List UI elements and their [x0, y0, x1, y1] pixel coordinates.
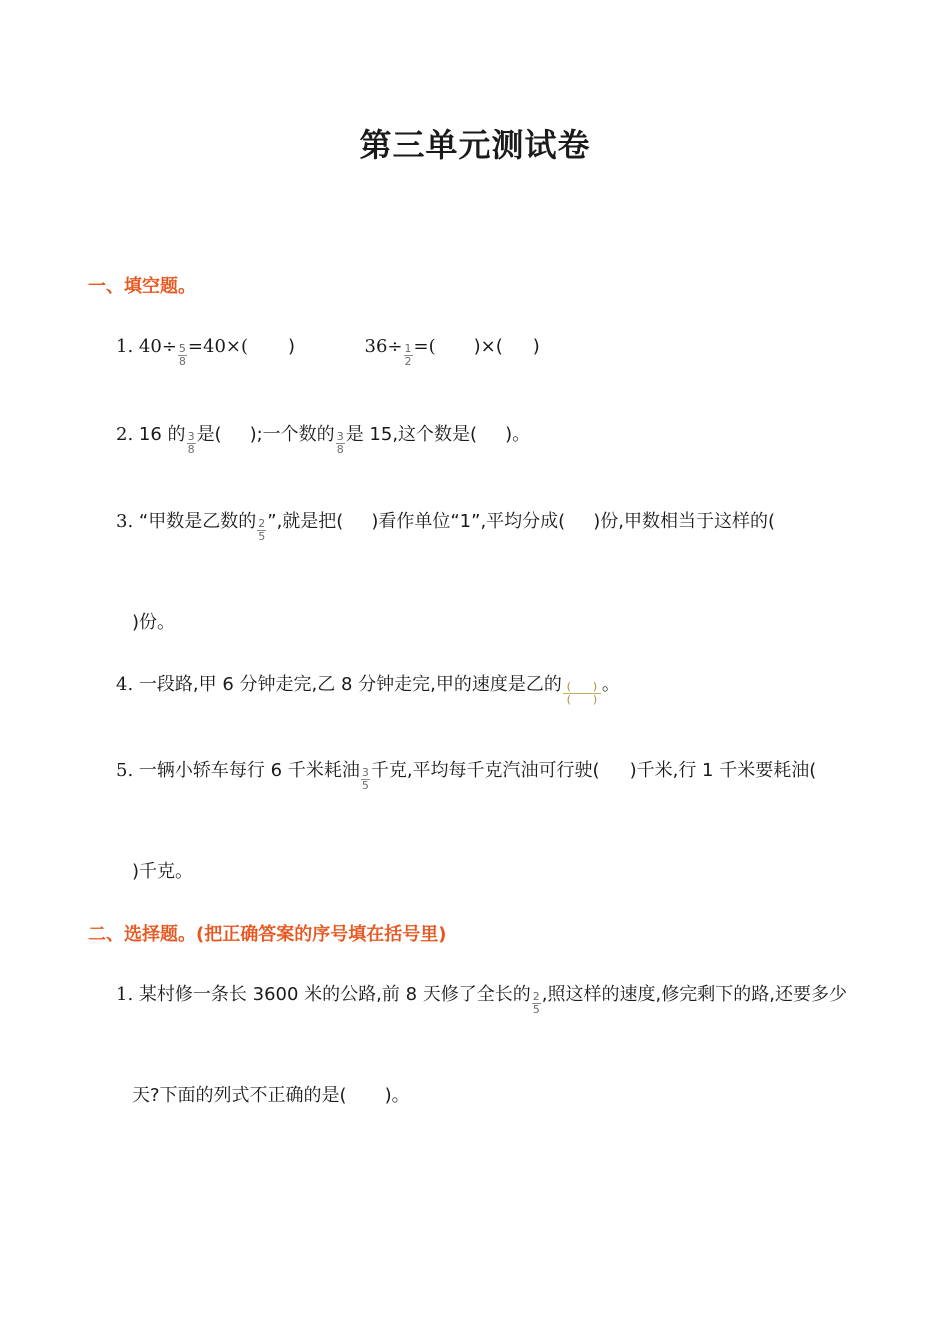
fraction: $\frac{3}{8}$: [336, 429, 344, 456]
question-number: 1.: [116, 984, 134, 1005]
section-heading-multiple-choice: 二、选择题。(把正确答案的序号填在括号里): [88, 924, 447, 945]
choice-question-1-continued: 天?下面的列式不正确的是( )。: [132, 1085, 410, 1106]
question-number: 3.: [116, 511, 134, 532]
question-2: 2. 16 的 $\frac{3}{8}$ 是( );一个数的 $\frac{3}{8}$ 是 15,这个数是( )。: [116, 424, 531, 456]
question-5: 5. 一辆小轿车每行 6 千米耗油 $\frac{3}{5}$ 千克,平均每千克汽油可行驶( )千米,行 1 千米要耗油(: [116, 760, 817, 792]
fraction: $\frac{2}{5}$: [532, 989, 540, 1016]
section-heading-fill-in: 一、填空题。: [88, 276, 196, 297]
fraction: $\frac{5}{8}$: [178, 341, 186, 368]
fraction: $\frac{3}{5}$: [361, 765, 369, 792]
fraction: $\frac{1}{2}$: [404, 341, 412, 368]
question-number: 4.: [116, 674, 134, 695]
question-number: 1.: [116, 336, 134, 357]
fraction-answer-blank[interactable]: $\frac{( )}{( )}$: [563, 681, 601, 706]
page-title: 第三单元测试卷: [359, 126, 591, 164]
question-1: 1. 40÷ $\frac{5}{8}$ =40×( ) 36÷ $\frac{1}{2}$ =( )×( ): [116, 336, 540, 368]
choice-question-1: 1. 某村修一条长 3600 米的公路,前 8 天修了全长的 $\frac{2}{5}$ ,照这样的速度,修完剩下的路,还要多少: [116, 984, 847, 1016]
question-3-continued: )份。: [132, 612, 176, 633]
question-number: 5.: [116, 760, 134, 781]
question-3: 3. “甲数是乙数的 $\frac{2}{5}$ ”,就是把( )看作单位“1”,平均分成( )份,甲数相当于这样的(: [116, 511, 775, 543]
fraction: $\frac{2}{5}$: [258, 516, 266, 543]
question-number: 2.: [116, 424, 134, 445]
fraction: $\frac{3}{8}$: [187, 429, 195, 456]
question-5-continued: )千克。: [132, 861, 194, 882]
question-4: 4. 一段路,甲 6 分钟走完,乙 8 分钟走完,甲的速度是乙的 $\frac{( )}{( )}$ 。: [116, 674, 620, 706]
